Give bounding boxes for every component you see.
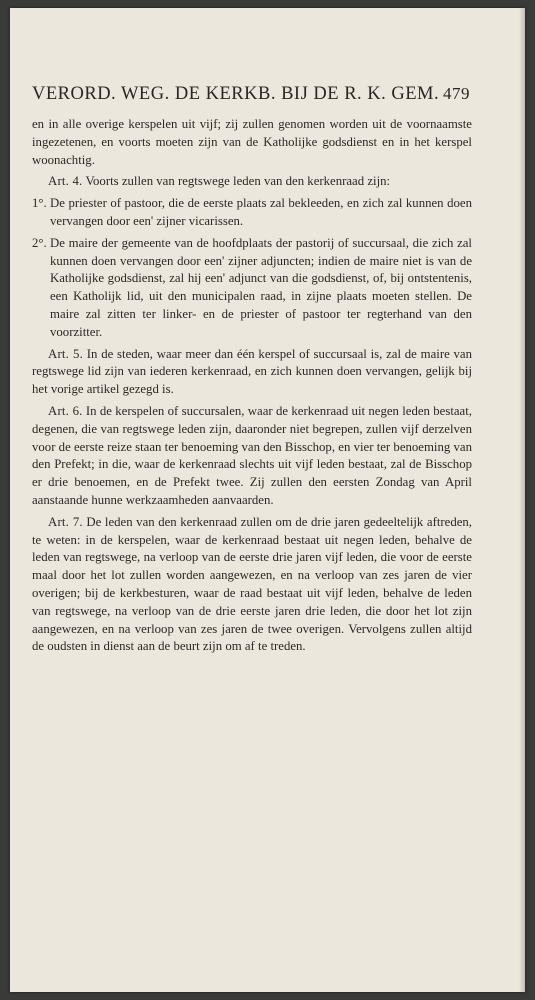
article-4-label: Art. 4.: [48, 174, 83, 189]
item-1-marker: 1°.: [32, 196, 47, 211]
article-7: [32, 514, 472, 656]
item-1-text: De priester of pastoor, die de eerste plaats zal bekleeden, en zich zal kunnen doen vervangen door een' zijner vicarissen.: [50, 196, 472, 228]
article-4-item-2: [32, 235, 472, 342]
page-number: 479: [443, 84, 470, 103]
article-4-text: Voorts zullen van regtswege leden van den kerkenraad zijn:: [85, 174, 391, 189]
article-5-label: Art. 5.: [48, 346, 84, 361]
article-5-text: In de steden, waar meer dan één kerspel of succursaal is, zal de maire van regtswege lid zijn van iederen kerkenraad, en zich kunnen doen vervangen, gelijk bij het vorige artikel gezegd is.: [32, 346, 472, 397]
item-2-text: De maire der gemeente van de hoofdplaats der pastorij of succursaal, die zich zal kunnen doen vervangen door een' zijner adjuncten; indien de maire niet is van de Katholijke godsdienst, zal hij een' adjunct van die godsdienst, of, bij ontstentenis, een Katholijk lid, uit den municipalen raad, in zijne plaats moeten stellen. De maire zal zitten ter linker- en de priester of pastoor ter regterhand van den voorzitter.: [50, 235, 472, 339]
article-5: [32, 346, 472, 399]
article-4: [32, 173, 472, 191]
article-4-item-1: [32, 195, 472, 231]
intro-paragraph: en in alle overige kerspelen uit vijf; zij zullen genomen worden uit de voornaamste ingezetenen, en voorts moeten zijn van de Katholijke godsdienst en in het kerspel woonachtig.: [32, 117, 472, 167]
item-2-marker: 2°.: [32, 235, 47, 250]
page-body: [32, 116, 472, 656]
article-6-label: Art. 6.: [48, 403, 83, 418]
article-7-text: De leden van den kerkenraad zullen om de drie jaren gedeeltelijk aftreden, te weten: in de kerspelen, waar de kerkenraad bestaat uit negen leden, behalve de leden van regtswege, na verloop van de eerste drie jaren vijf leden, die voor de eerste maal door het lot zullen worden aangewezen, en na verloop van zes jaren de vier overigen; bij de kerkbesturen, waar de raad bestaat uit vijf leden, behalve de leden van regtswege, na verloop van de drie eerste jaren drie leden, die door het lot zijn aangewezen, en na verloop van zes jaren de twee overigen. Vervolgens zullen altijd de oudsten in dienst aan de beurt zijn om af te treden.: [32, 514, 473, 654]
running-header: [32, 84, 470, 108]
article-6: [32, 403, 472, 510]
article-7-label: Art. 7.: [48, 514, 83, 529]
article-6-text: In de kerspelen of succursalen, waar de kerkenraad uit negen leden bestaat, degenen, die van regtswege leden zijn, daaronder niet begrepen, zullen vijf derzelven voor de eerste reize staan ter benoeming van den Bisschop, en vier ter benoeming van den Prefekt; in die, waar de kerkenraad slechts uit vijf leden bestaat, zal de Bisschop er drie benoemen, en de Prefekt twee. Zij zullen den eersten Zondag van April aanstaande hunne werkzaamheden aanvaarden.: [32, 403, 472, 507]
running-title: VERORD. WEG. DE KERKB. BIJ DE R. K. GEM.: [32, 84, 440, 104]
book-page: [10, 8, 525, 992]
